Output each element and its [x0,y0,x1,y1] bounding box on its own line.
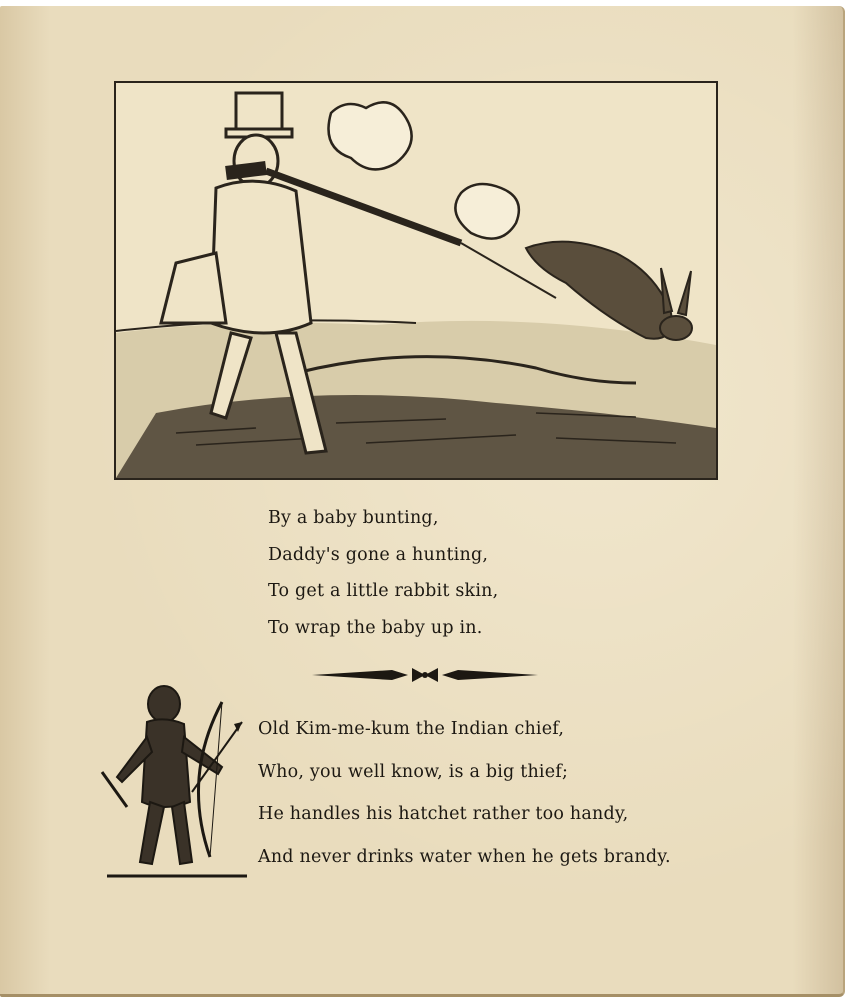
verse-kim-me-kum [258,708,671,878]
verse-line: Who, you well know, is a big thief; [258,761,569,782]
verse-line: Daddy's gone a hunting, [268,544,489,565]
verse-line: And never drinks water when he gets brandy. [258,846,671,867]
hunter-rabbit-illustration [114,81,718,480]
book-page [0,6,845,997]
hunter-rabbit-woodcut-icon [116,83,716,478]
verse-line: To get a little rabbit skin, [268,581,499,601]
verse-line: To wrap the baby up in. [268,617,483,638]
verse-baby-bunting [268,500,498,646]
ornamental-divider-icon [312,666,538,684]
verse-line: He handles his hatchet rather too handy, [258,804,629,824]
indian-chief-woodcut-icon [92,682,252,882]
verse-line: Old Kim-me-kum the Indian chief, [258,719,565,739]
verse-line: By a baby bunting, [268,508,439,528]
